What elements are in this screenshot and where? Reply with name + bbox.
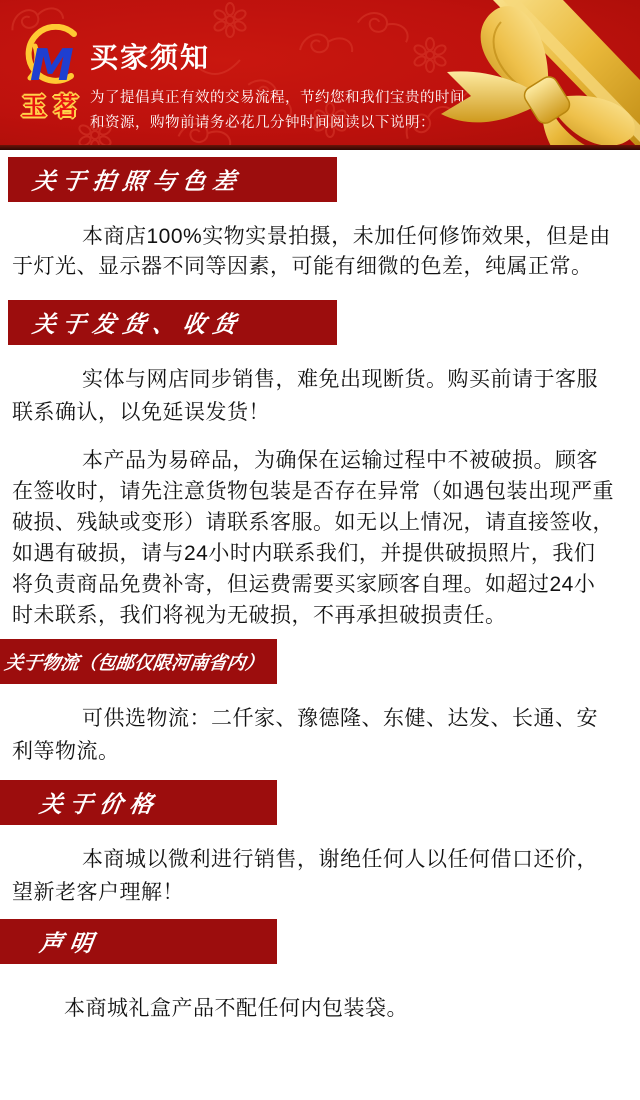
section-heading: 声明 xyxy=(37,930,102,957)
section-heading-bar xyxy=(8,157,337,202)
brand-logo xyxy=(8,24,92,123)
section-statement xyxy=(0,919,640,1025)
section-heading: 关于拍照与色差 xyxy=(30,168,245,195)
section-heading-bar xyxy=(0,919,277,964)
section-paragraph: 本商城礼盒产品不配任何内包装袋。 xyxy=(64,997,408,1020)
section-heading-bar xyxy=(8,300,337,345)
section-price xyxy=(0,780,640,909)
brand-monogram-icon xyxy=(8,24,92,86)
section-heading-bar xyxy=(0,639,277,684)
page-title: 买家须知 xyxy=(90,42,211,73)
section-paragraph: 可供选物流：二仟家、豫德隆、东健、达发、长通、安利等物流。 xyxy=(12,707,598,763)
banner-subtitle-line2: 和资源，购物前请务必花几分钟时间阅读以下说明： xyxy=(90,115,435,131)
brand-name: 玉茗 xyxy=(21,93,86,121)
section-photography-color xyxy=(0,157,640,282)
banner-subtitle-line1: 为了提倡真正有效的交易流程，节约您和我们宝贵的时间 xyxy=(90,90,465,106)
banner-bottom-edge xyxy=(0,145,640,150)
section-heading-bar xyxy=(0,780,277,825)
section-heading: 关于价格 xyxy=(37,791,162,818)
section-heading: 关于发货、收货 xyxy=(30,311,245,338)
svg-text:M: M xyxy=(30,40,74,86)
gold-ribbon-bow-icon xyxy=(425,0,640,150)
section-heading: 关于物流（包邮仅限河南省内） xyxy=(3,652,266,674)
section-paragraph: 实体与网店同步销售，难免出现断货。购买前请于客服联系确认，以免延误发货！ xyxy=(12,368,598,424)
section-shipping-receiving xyxy=(0,300,640,631)
header-banner xyxy=(0,0,640,150)
section-logistics xyxy=(0,639,640,768)
banner-subtitle xyxy=(90,86,465,136)
section-paragraph: 本商店100%实物实景拍摄，未加任何修饰效果，但是由于灯光、显示器不同等因素，可能有细微的色差，纯属正常。 xyxy=(12,225,611,278)
section-paragraph: 本商城以微利进行销售，谢绝任何人以任何借口还价，望新老客户理解！ xyxy=(12,848,598,904)
section-paragraph: 本产品为易碎品，为确保在运输过程中不被破损。顾客在签收时，请先注意货物包装是否存在异常（如遇包装出现严重破损、残缺或变形）请联系客服。如无以上情况，请直接签收，如遇有破损，请与24小时内联系我们，并提供破损照片，我们将负责商品免费补寄，但运费需要买家顾客自理。如超过24小时未联系，我们将视为无破损，不再承担破损责任。 xyxy=(12,449,614,627)
